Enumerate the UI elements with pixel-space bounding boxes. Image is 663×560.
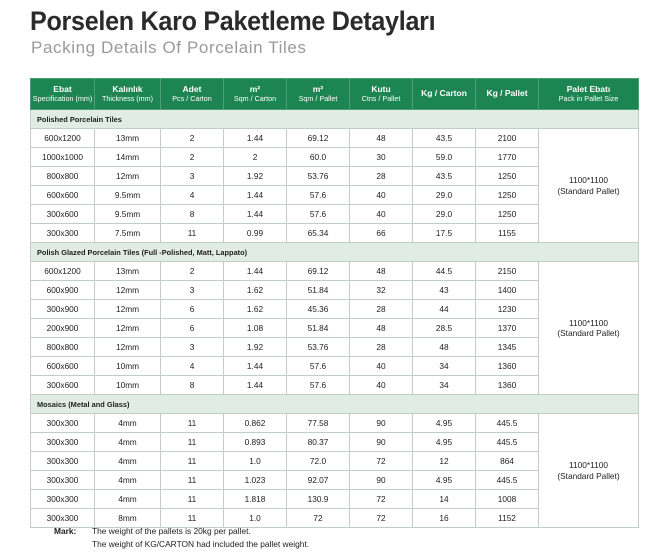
table-cell: 864 [476,452,539,471]
table-cell: 1250 [476,186,539,205]
table-cell: 2 [161,148,224,167]
table-cell: 40 [350,186,413,205]
table-cell: 445.5 [476,433,539,452]
table-cell: 12mm [95,319,161,338]
table-cell: 60.0 [287,148,350,167]
pallet-size-cell [539,262,639,395]
table-cell: 4mm [95,414,161,433]
table-cell: 1.818 [224,490,287,509]
pallet-note: (Standard Pallet) [557,328,620,338]
table-cell: 34 [413,357,476,376]
table-cell: 6 [161,300,224,319]
table-cell: 12 [413,452,476,471]
column-header [539,79,639,110]
table-cell: 43 [413,281,476,300]
section-row [31,110,639,129]
table-cell: 53.76 [287,167,350,186]
table-cell: 4mm [95,433,161,452]
column-header-subtitle: Pack in Pallet Size [558,93,619,103]
section-title: Mosaics (Metal and Glass) [31,395,639,414]
table-cell: 92.07 [287,471,350,490]
table-cell: 16 [413,509,476,528]
table-cell: 28 [350,300,413,319]
table-cell: 300x300 [31,414,95,433]
table-cell: 43.5 [413,167,476,186]
footnote-label: Mark: [54,526,77,536]
table-cell: 72 [350,509,413,528]
table-cell: 300x900 [31,300,95,319]
table-row [31,262,639,281]
table-cell: 48 [350,129,413,148]
table-cell: 48 [350,319,413,338]
column-header [31,79,95,110]
table-cell: 600x1200 [31,129,95,148]
table-cell: 445.5 [476,471,539,490]
table-cell: 4.95 [413,471,476,490]
pallet-note: (Standard Pallet) [557,185,620,196]
table-cell: 4.95 [413,414,476,433]
table-cell: 51.84 [287,319,350,338]
column-header-title: Ebat [53,84,72,95]
table-cell: 10mm [95,376,161,395]
table-cell: 8 [161,376,224,395]
table-cell: 44.5 [413,262,476,281]
column-header-title: m² [249,84,261,95]
table-cell: 8mm [95,509,161,528]
table-cell: 57.6 [287,186,350,205]
table-cell: 51.84 [287,281,350,300]
footnote-line-2 [54,538,309,551]
table-row [31,129,639,148]
table-cell: 445.5 [476,414,539,433]
table-cell: 600x600 [31,186,95,205]
table-cell: 300x600 [31,205,95,224]
table-cell: 80.37 [287,433,350,452]
table-cell: 1230 [476,300,539,319]
table-cell: 1.44 [224,129,287,148]
table-cell: 1.44 [224,186,287,205]
table-cell: 53.76 [287,338,350,357]
table-cell: 1.62 [224,300,287,319]
table-cell: 9.5mm [95,205,161,224]
table-cell: 1155 [476,224,539,243]
table-cell: 300x600 [31,376,95,395]
table-cell: 3 [161,281,224,300]
table-cell: 1.023 [224,471,287,490]
table-cell: 69.12 [287,262,350,281]
table-cell: 4 [161,357,224,376]
table-cell: 300x300 [31,490,95,509]
pallet-size: 1100*1100 [569,175,608,186]
table-cell: 30 [350,148,413,167]
table-cell: 300x300 [31,452,95,471]
table-cell: 13mm [95,262,161,281]
table-cell: 14mm [95,148,161,167]
column-header-title: Kutu [371,84,391,95]
table-cell: 800x800 [31,338,95,357]
table-cell: 3 [161,167,224,186]
column-header-subtitle: Sqm / Pallet [298,93,338,103]
column-header-title: Palet Ebatı [566,84,611,95]
table-cell: 1250 [476,167,539,186]
table-cell: 1.0 [224,452,287,471]
table-cell: 3 [161,338,224,357]
table-cell: 44 [413,300,476,319]
column-header-subtitle: Sqm / Carton [233,93,277,103]
column-header-subtitle: Ctns / Pallet [361,93,401,103]
footnote-text-1: The weight of the pallets is 20kg per pallet. [92,526,251,536]
table-cell: 11 [161,224,224,243]
column-header-subtitle: Thickness (mm) [101,93,154,103]
table-cell: 12mm [95,338,161,357]
table-cell: 11 [161,414,224,433]
table-cell: 57.6 [287,376,350,395]
column-header-title: Kg / Carton [421,88,467,99]
table-cell: 12mm [95,281,161,300]
table-cell: 72 [350,452,413,471]
table-cell: 1.62 [224,281,287,300]
column-header [287,79,350,110]
pallet-size: 1100*1100 [569,460,608,471]
table-cell: 2 [161,262,224,281]
table-cell: 300x300 [31,433,95,452]
table-cell: 1250 [476,205,539,224]
footnote-line-1 [54,525,309,538]
column-header-title: Kalınlık [112,84,143,95]
table-cell: 28 [350,338,413,357]
table-cell: 1.44 [224,205,287,224]
table-cell: 0.862 [224,414,287,433]
table-cell: 72 [287,509,350,528]
column-header-title: Kg / Pallet [486,88,528,99]
column-header [224,79,287,110]
table-cell: 1.44 [224,376,287,395]
section-title: Polished Porcelain Tiles [31,110,639,129]
table-cell: 8 [161,205,224,224]
column-header-title: Adet [182,84,202,95]
table-cell: 57.6 [287,357,350,376]
table-cell: 2 [161,129,224,148]
table-cell: 1000x1000 [31,148,95,167]
table-cell: 130.9 [287,490,350,509]
table-cell: 29.0 [413,205,476,224]
pallet-size: 1100*1100 [569,317,608,328]
table-cell: 77.58 [287,414,350,433]
table-cell: 11 [161,509,224,528]
section-row [31,395,639,414]
table-cell: 1.92 [224,338,287,357]
table-cell: 11 [161,433,224,452]
table-cell: 1.92 [224,167,287,186]
table-cell: 11 [161,452,224,471]
table-cell: 48 [350,262,413,281]
packing-details-table [30,78,639,528]
table-cell: 4mm [95,471,161,490]
table-cell: 72 [350,490,413,509]
table-cell: 1008 [476,490,539,509]
column-header-title: m² [312,84,324,95]
pallet-size-cell [539,129,639,243]
section-title: Polish Glazed Porcelain Tiles (Full -Polished, Matt, Lappato) [31,243,639,262]
table-cell: 13mm [95,129,161,148]
table-cell: 1400 [476,281,539,300]
table-cell: 1360 [476,357,539,376]
table-cell: 1.08 [224,319,287,338]
page-subtitle: Packing Details Of Porcelain Tiles [31,38,307,57]
table-cell: 300x300 [31,224,95,243]
table-cell: 4mm [95,452,161,471]
table-body [31,110,639,528]
table-cell: 40 [350,205,413,224]
table-cell: 4 [161,186,224,205]
table-cell: 28 [350,167,413,186]
table-cell: 48 [413,338,476,357]
table-cell: 57.6 [287,205,350,224]
table-cell: 72.0 [287,452,350,471]
pallet-size-cell [539,414,639,528]
table-cell: 34 [413,376,476,395]
column-header [350,79,413,110]
table-cell: 17.5 [413,224,476,243]
table-cell: 0.893 [224,433,287,452]
table-cell: 40 [350,376,413,395]
table-cell: 43.5 [413,129,476,148]
table-cell: 300x300 [31,509,95,528]
table-cell: 1345 [476,338,539,357]
table-cell: 29.0 [413,186,476,205]
column-header [413,79,476,110]
table-cell: 28.5 [413,319,476,338]
table-cell: 1.0 [224,509,287,528]
footnote-text-2: The weight of KG/CARTON had included the pallet weight. [92,539,310,549]
section-row [31,243,639,262]
table-cell: 1770 [476,148,539,167]
table-cell: 600x900 [31,281,95,300]
table-cell: 7.5mm [95,224,161,243]
page-title: Porselen Karo Paketleme Detayları [30,6,436,36]
table-cell: 1.44 [224,262,287,281]
table-cell: 40 [350,357,413,376]
table-cell: 2100 [476,129,539,148]
table-cell: 800x800 [31,167,95,186]
table-cell: 90 [350,471,413,490]
table-cell: 200x900 [31,319,95,338]
table-cell: 4.95 [413,433,476,452]
table-cell: 10mm [95,357,161,376]
table-cell: 300x300 [31,471,95,490]
table-cell: 2150 [476,262,539,281]
column-header [476,79,539,110]
table-cell: 45.36 [287,300,350,319]
table-cell: 9.5mm [95,186,161,205]
table-cell: 600x1200 [31,262,95,281]
table-cell: 1.44 [224,357,287,376]
header-row [31,79,639,110]
table-row [31,414,639,433]
table-cell: 66 [350,224,413,243]
table-cell: 69.12 [287,129,350,148]
column-header-subtitle: Pcs / Carton [172,93,212,103]
table-cell: 0.99 [224,224,287,243]
column-header [95,79,161,110]
table-cell: 90 [350,414,413,433]
table-cell: 14 [413,490,476,509]
column-header [161,79,224,110]
table-cell: 1370 [476,319,539,338]
table-cell: 1360 [476,376,539,395]
table-cell: 2 [224,148,287,167]
pallet-note: (Standard Pallet) [557,470,620,481]
table-cell: 11 [161,471,224,490]
table-cell: 4mm [95,490,161,509]
footnote [54,525,309,551]
table-cell: 90 [350,433,413,452]
table-cell: 12mm [95,300,161,319]
column-header-subtitle: Specification (mm) [32,93,93,103]
table-cell: 59.0 [413,148,476,167]
table-cell: 600x600 [31,357,95,376]
table-cell: 11 [161,490,224,509]
table-cell: 6 [161,319,224,338]
table-cell: 65.34 [287,224,350,243]
table-cell: 1152 [476,509,539,528]
table-cell: 12mm [95,167,161,186]
table-cell: 32 [350,281,413,300]
